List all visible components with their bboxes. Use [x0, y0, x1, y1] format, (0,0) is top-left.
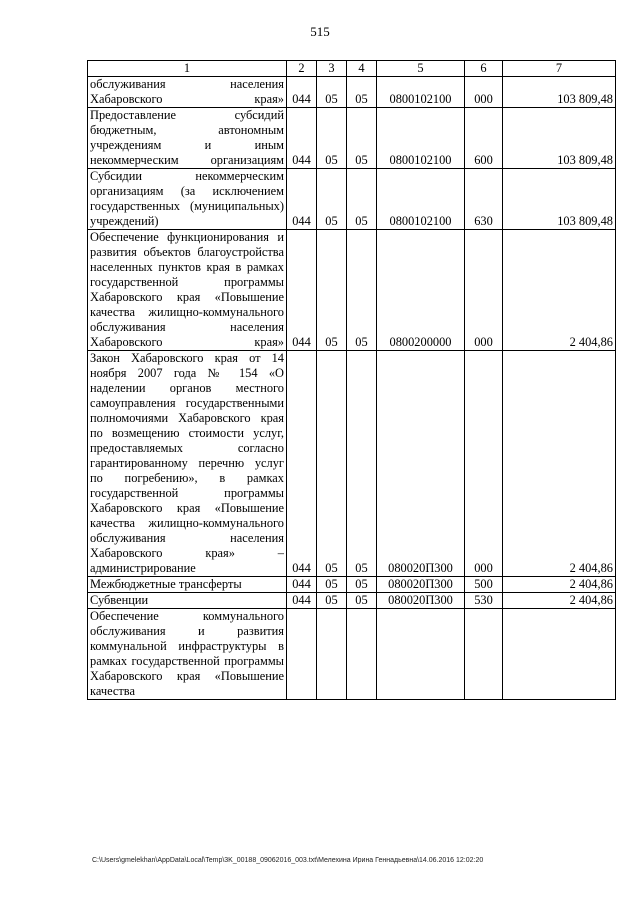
header-col-4: 4	[347, 61, 377, 77]
table-row	[88, 577, 616, 593]
row-name: Предоставление субсидий бюджетным, автономным учреждениям и иным некоммерческим организациям	[88, 108, 287, 169]
row-amount: 2 404,86	[503, 593, 616, 609]
row-subsection: 05	[347, 77, 377, 108]
row-section: 05	[317, 351, 347, 577]
header-col-1: 1	[88, 61, 287, 77]
table-row	[88, 351, 616, 577]
row-section: 05	[317, 108, 347, 169]
row-section: 05	[317, 593, 347, 609]
row-ministry-code: 044	[287, 230, 317, 351]
row-name: Межбюджетные трансферты	[88, 577, 287, 593]
row-name: Субсидии некоммерческим организациям (за исключением государственных (муниципальных) учреждений)	[88, 169, 287, 230]
row-target-article: 0800102100	[377, 77, 465, 108]
row-name: обслуживания населения Хабаровского края»	[88, 77, 287, 108]
row-target-article: 080020П300	[377, 351, 465, 577]
row-section	[317, 609, 347, 700]
row-ministry-code: 044	[287, 169, 317, 230]
row-subsection	[347, 609, 377, 700]
page-number: 515	[310, 24, 330, 39]
row-subsection: 05	[347, 593, 377, 609]
row-amount: 103 809,48	[503, 169, 616, 230]
row-target-article: 080020П300	[377, 593, 465, 609]
header-col-5: 5	[377, 61, 465, 77]
row-ministry-code: 044	[287, 108, 317, 169]
table-row	[88, 593, 616, 609]
header-col-3: 3	[317, 61, 347, 77]
row-ministry-code: 044	[287, 593, 317, 609]
row-subsection: 05	[347, 577, 377, 593]
row-expense-type: 530	[465, 593, 503, 609]
row-expense-type: 630	[465, 169, 503, 230]
row-expense-type: 000	[465, 77, 503, 108]
row-subsection: 05	[347, 108, 377, 169]
header-col-2: 2	[287, 61, 317, 77]
row-expense-type: 600	[465, 108, 503, 169]
table-row	[88, 169, 616, 230]
row-expense-type	[465, 609, 503, 700]
row-target-article: 080020П300	[377, 577, 465, 593]
row-amount: 103 809,48	[503, 108, 616, 169]
table-row	[88, 108, 616, 169]
table-row	[88, 230, 616, 351]
row-section: 05	[317, 77, 347, 108]
row-name: Закон Хабаровского края от 14 ноября 2007 года № 154 «О наделении органов местного самоуправления государственными полномочиями Хабаровского края по возмещению стоимости услуг, предоставляемых согласно гарантированному перечню услуг по погребению», в рамках государственной программы Хабаровского края «Повышение качества жилищно-коммунального обслуживания населения Хабаровского края» – администрирование	[88, 351, 287, 577]
table-row	[88, 77, 616, 108]
row-amount: 2 404,86	[503, 577, 616, 593]
row-subsection: 05	[347, 169, 377, 230]
row-expense-type: 000	[465, 351, 503, 577]
row-amount: 103 809,48	[503, 77, 616, 108]
header-row	[88, 61, 616, 77]
row-name: Обеспечение функционирования и развития объектов благоустройства населенных пунктов края в рамках государственной программы Хабаровского края «Повышение качества жилищно-коммунального обслуживания населения Хабаровского края»	[88, 230, 287, 351]
file-path-footer: C:\Users\gmelekhan\AppData\Local\Temp\3K_00188_09062016_003.txt\Мелехина Ирина Геннадьевна\14.06.2016 12:02:20	[92, 857, 484, 864]
row-target-article: 0800200000	[377, 230, 465, 351]
header-col-7: 7	[503, 61, 616, 77]
row-ministry-code: 044	[287, 351, 317, 577]
row-expense-type: 500	[465, 577, 503, 593]
row-ministry-code: 044	[287, 577, 317, 593]
header-col-6: 6	[465, 61, 503, 77]
row-name: Субвенции	[88, 593, 287, 609]
row-amount: 2 404,86	[503, 351, 616, 577]
row-section: 05	[317, 577, 347, 593]
row-target-article: 0800102100	[377, 169, 465, 230]
row-ministry-code	[287, 609, 317, 700]
row-subsection: 05	[347, 230, 377, 351]
row-target-article: 0800102100	[377, 108, 465, 169]
row-section: 05	[317, 230, 347, 351]
row-subsection: 05	[347, 351, 377, 577]
row-amount: 2 404,86	[503, 230, 616, 351]
budget-table	[87, 60, 616, 700]
row-amount	[503, 609, 616, 700]
table-row	[88, 609, 616, 700]
row-name: Обеспечение коммунального обслуживания и развития коммунальной инфраструктуры в рамках государственной программы Хабаровского края «Повышение качества	[88, 609, 287, 700]
row-expense-type: 000	[465, 230, 503, 351]
row-ministry-code: 044	[287, 77, 317, 108]
row-section: 05	[317, 169, 347, 230]
row-target-article	[377, 609, 465, 700]
